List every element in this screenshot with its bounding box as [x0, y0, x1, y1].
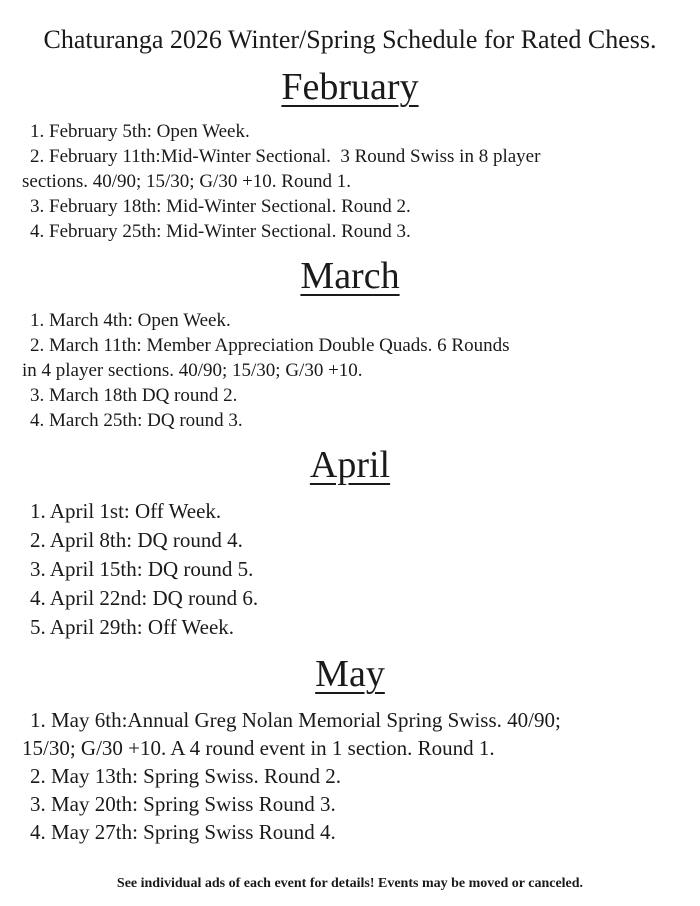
schedule-line: 4. February 25th: Mid-Winter Sectional. Round 3.	[30, 221, 411, 243]
schedule-line: in 4 player sections. 40/90; 15/30; G/30 +10.	[22, 360, 363, 382]
month-section-march	[0, 254, 700, 433]
schedule-page	[0, 24, 700, 906]
schedule-line: 3. April 15th: DQ round 5.	[30, 557, 254, 582]
schedule-line: 3. March 18th DQ round 2.	[30, 385, 238, 407]
months-container	[0, 65, 700, 846]
month-list-march	[0, 308, 700, 433]
schedule-line: 4. April 22nd: DQ round 6.	[30, 586, 259, 611]
month-heading-february: February	[281, 66, 419, 109]
month-heading-march: March	[300, 255, 400, 298]
schedule-line: 1. April 1st: Off Week.	[30, 499, 222, 524]
month-heading-april: April	[309, 444, 391, 487]
schedule-line: 15/30; G/30 +10. A 4 round event in 1 section. Round 1.	[22, 736, 495, 761]
schedule-line: 4. March 25th: DQ round 3.	[30, 410, 243, 432]
month-section-april	[0, 443, 700, 642]
schedule-line: 2. February 11th:Mid-Winter Sectional. 3 Round Swiss in 8 player	[30, 146, 541, 168]
schedule-line: 2. March 11th: Member Appreciation Double Quads. 6 Rounds	[30, 335, 510, 357]
month-list-april	[0, 497, 700, 642]
month-section-february	[0, 65, 700, 244]
schedule-line: 1. March 4th: Open Week.	[30, 310, 231, 332]
schedule-line: sections. 40/90; 15/30; G/30 +10. Round 1.	[22, 171, 351, 193]
schedule-line: 1. May 6th:Annual Greg Nolan Memorial Spring Swiss. 40/90;	[30, 708, 561, 733]
schedule-line: 1. February 5th: Open Week.	[30, 121, 250, 143]
schedule-line: 2. April 8th: DQ round 4.	[30, 528, 243, 553]
schedule-line: 5. April 29th: Off Week.	[30, 615, 235, 640]
month-heading-may: May	[315, 653, 385, 696]
schedule-line: 4. May 27th: Spring Swiss Round 4.	[30, 820, 336, 845]
schedule-line: 3. May 20th: Spring Swiss Round 3.	[30, 792, 336, 817]
month-list-may	[0, 706, 700, 846]
month-section-may	[0, 652, 700, 846]
schedule-line: 2. May 13th: Spring Swiss. Round 2.	[30, 764, 341, 789]
page-title: Chaturanga 2026 Winter/Spring Schedule for Rated Chess.	[43, 25, 657, 54]
footer-note: See individual ads of each event for details! Events may be moved or canceled.	[116, 876, 584, 892]
schedule-line: 3. February 18th: Mid-Winter Sectional. Round 2.	[30, 196, 411, 218]
month-list-february	[0, 119, 700, 244]
